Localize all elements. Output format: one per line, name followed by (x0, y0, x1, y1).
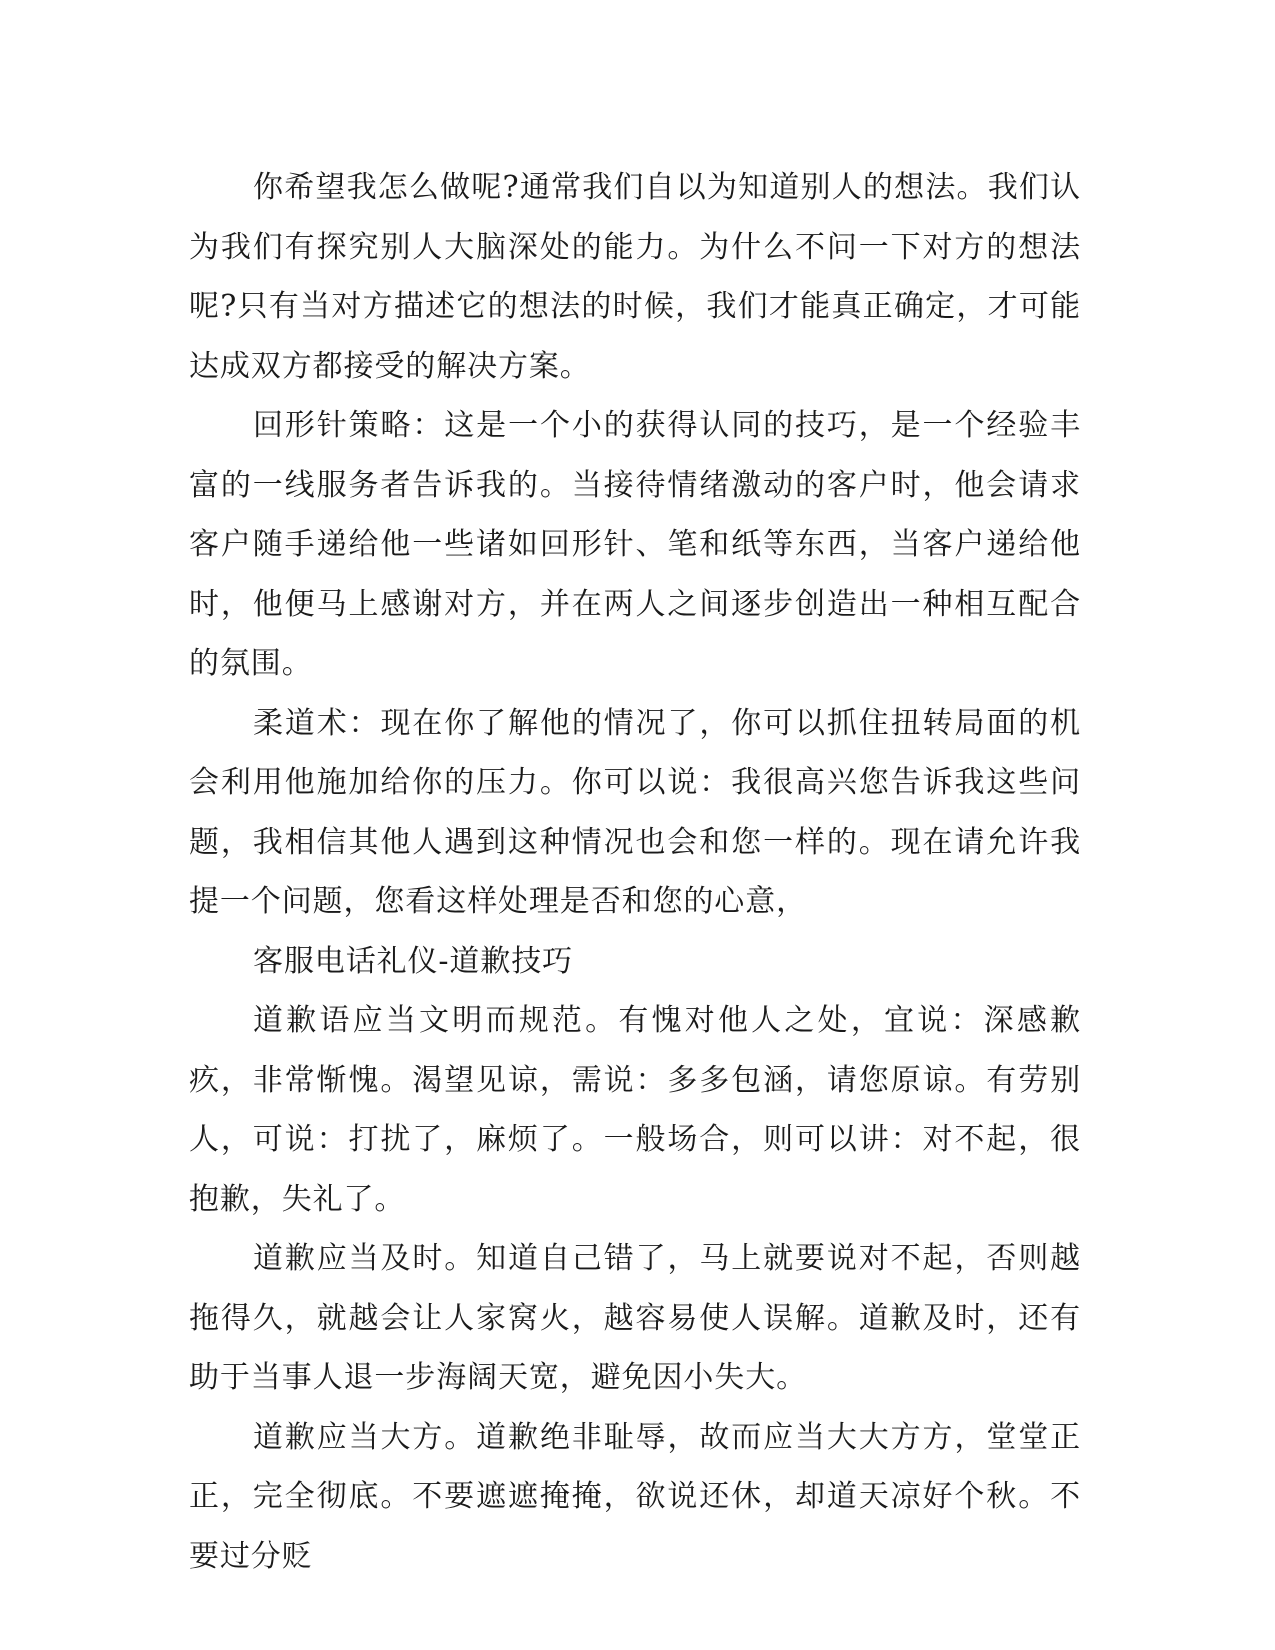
document-body (189, 158, 1081, 1586)
paragraph-apology-timely: 道歉应当及时。知道自己错了，马上就要说对不起，否则越拖得久，就越会让人家窝火，越容易使人误解。道歉及时，还有助于当事人退一步海阔天宽，避免因小失大。 (189, 1241, 1081, 1395)
paragraph-apology-generous: 道歉应当大方。道歉绝非耻辱，故而应当大大方方，堂堂正正，完全彻底。不要遮遮掩掩，欲说还休，却道天凉好个秋。不要过分贬 (189, 1419, 1081, 1574)
paragraph-judo-technique: 柔道术：现在你了解他的情况了，你可以抓住扭转局面的机会利用他施加给你的压力。你可以说：我很高兴您告诉我这些问题，我相信其他人遇到这种情况也会和您一样的。现在请允许我提一个问题，您看这样处理是否和您的心意， (189, 705, 1081, 919)
paragraph-questioning: 你希望我怎么做呢?通常我们自以为知道别人的想法。我们认为我们有探究别人大脑深处的能力。为什么不问一下对方的想法呢?只有当对方描述它的想法的时候，我们才能真正确定，才可能达成双方都接受的解决方案。 (189, 170, 1081, 384)
paragraph-apology-language: 道歉语应当文明而规范。有愧对他人之处，宜说：深感歉疚，非常惭愧。渴望见谅，需说：多多包涵，请您原谅。有劳别人，可说：打扰了，麻烦了。一般场合，则可以讲：对不起，很抱歉，失礼了。 (189, 1003, 1081, 1217)
paragraph-paperclip-strategy: 回形针策略：这是一个小的获得认同的技巧，是一个经验丰富的一线服务者告诉我的。当接待情绪激动的客户时，他会请求客户随手递给他一些诸如回形针、笔和纸等东西，当客户递给他时，他便马上感谢对方，并在两人之间逐步创造出一种相互配合的氛围。 (189, 408, 1081, 681)
section-heading-apology-skills: 客服电话礼仪-道歉技巧 (253, 943, 574, 979)
